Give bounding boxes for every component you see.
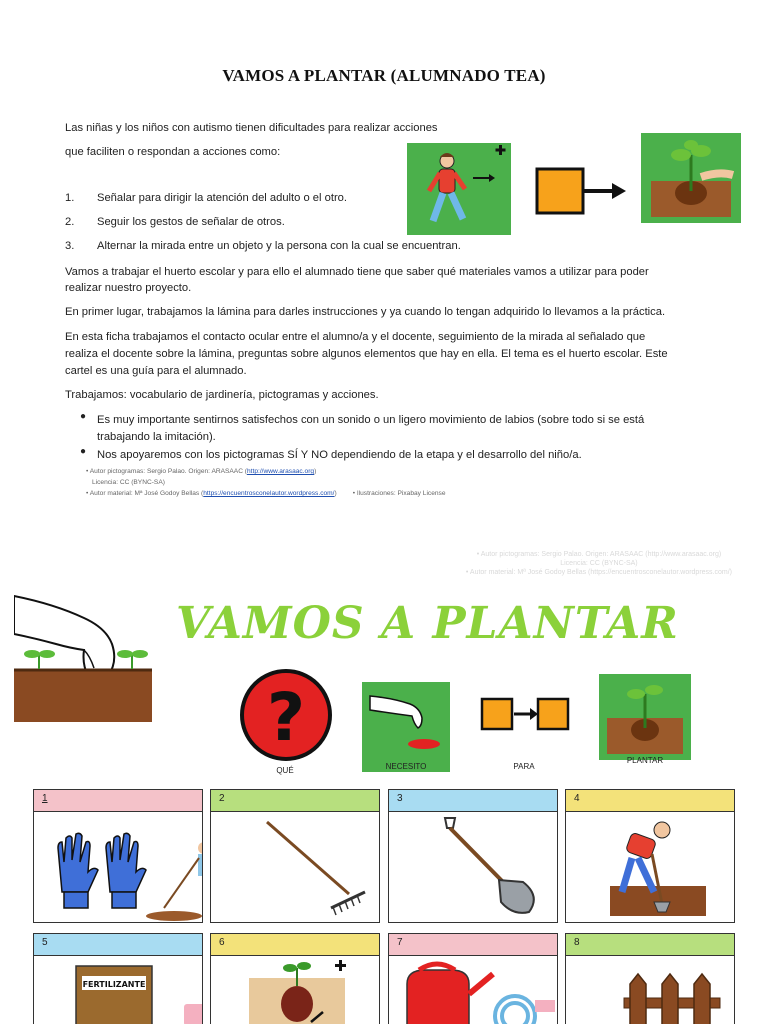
list-number: 2. <box>65 216 75 228</box>
rake-icon <box>211 812 379 922</box>
necesito-label: NECESITO <box>385 762 427 771</box>
question-icon <box>239 668 333 762</box>
plantar-pictogram <box>599 674 691 760</box>
card-number: 1 <box>34 790 202 812</box>
poster-title: VAMOS A PLANTAR <box>176 598 679 649</box>
intro-line-1: Las niñas y los niños con autismo tienen dificultades para realizar acciones <box>65 122 438 134</box>
arasaac-link[interactable]: http://www.arasaac.org <box>247 468 315 475</box>
plant-pictogram <box>641 133 741 223</box>
vocab-card[interactable] <box>210 789 380 923</box>
list-number: 1. <box>65 192 75 204</box>
vocab-card[interactable] <box>565 789 735 923</box>
vocab-card[interactable] <box>388 933 558 1024</box>
paragraph-4: Trabajamos: vocabulario de jardinería, pictogramas y acciones. <box>65 389 379 401</box>
bullet-text-2: Nos apoyaremos con los pictogramas SÍ Y NO dependiendo de la etapa y el desarrollo del niño/a. <box>97 449 582 461</box>
paragraph-3b: realiza el docente sobre la lámina, preguntas sobre algunos elementos que hay en ella. El tema es el huerto escolar. Este <box>65 348 668 360</box>
que-label: QUÉ <box>276 766 294 775</box>
card-number: 2 <box>211 790 379 812</box>
fertilizer-icon <box>34 956 202 1024</box>
card-number: 4 <box>566 790 734 812</box>
walk-to-pictogram <box>407 143 511 235</box>
card-number: 8 <box>566 934 734 956</box>
list-number: 3. <box>65 240 75 252</box>
credits-line-2: Licencia: CC (BYNC-SA) <box>92 479 165 486</box>
fertilizer-label: FERTILIZANTE <box>82 980 146 989</box>
bullet-dot: ● <box>80 446 87 457</box>
faded-credits: • Autor pictogramas: Sergio Palao. Origen: ARASAAC (http://www.arasaac.org) Licencia: CC (BYNC-SA) • Autor material: Mª José Godoy Bellas (https://encuentrosconelautor.wordpress.com/) <box>465 551 732 576</box>
blog-link[interactable]: https://encuentrosconelautor.wordpress.com/ <box>203 490 335 497</box>
card-number: 7 <box>389 934 557 956</box>
vocab-card[interactable] <box>33 933 203 1024</box>
vocab-card[interactable] <box>565 933 735 1024</box>
paragraph-1a: Vamos a trabajar el huerto escolar y para ello el alumnado tiene que saber qué materiales vamos a utilizar para poder <box>65 266 649 278</box>
bullet-dot: ● <box>80 411 87 422</box>
card-number: 6 <box>211 934 379 956</box>
para-label: PARA <box>513 762 535 771</box>
svg-text:?: ? <box>266 679 306 756</box>
watering-can-and-hose-icon <box>389 956 557 1024</box>
intro-line-2: que faciliten o respondan a acciones como: <box>65 146 281 158</box>
gloves-and-gardener-icon <box>34 812 202 922</box>
list-item: Seguir los gestos de señalar de otros. <box>97 216 285 228</box>
digging-person-icon <box>566 812 734 922</box>
card-number: 3 <box>389 790 557 812</box>
hand-sowing-illustration <box>14 592 154 724</box>
plantar-label: PLANTAR <box>626 756 664 765</box>
vocab-card[interactable] <box>210 933 380 1024</box>
bullet-text-1a: Es muy importante sentirnos satisfechos con un sonido o un ligero movimiento de labios (sobre todo si se está <box>97 414 645 426</box>
card-number: 5 <box>34 934 202 956</box>
bullet-text-1b: trabajando la imitación). <box>97 431 216 443</box>
para-arrow-icon <box>480 697 572 733</box>
need-pictogram <box>362 682 450 772</box>
vocab-card[interactable] <box>388 789 558 923</box>
credits-line-1: • Autor pictogramas: Sergio Palao. Origen: ARASAAC (http://www.arasaac.org) <box>86 468 317 475</box>
paragraph-3a: En esta ficha trabajamos el contacto ocular entre el alumno/a y el docente, seguimiento de la mirada al señalado que <box>65 331 646 343</box>
then-arrow-pictogram <box>534 166 630 216</box>
paragraph-2: En primer lugar, trabajamos la lámina para darles instrucciones y ya cuando lo tengan adquirido lo llevamos a la práctica. <box>65 306 666 318</box>
paragraph-3c: cartel es una guía para el alumnado. <box>65 365 247 377</box>
document-title: VAMOS A PLANTAR (ALUMNADO TEA) <box>222 66 546 85</box>
seed-sprouting-icon <box>211 956 379 1024</box>
list-item: Alternar la mirada entre un objeto y la persona con la cual se encuentran. <box>97 240 461 252</box>
vocab-card[interactable] <box>33 789 203 923</box>
shovel-icon <box>389 812 557 922</box>
fence-icon <box>566 956 734 1024</box>
list-item: Señalar para dirigir la atención del adulto o el otro. <box>97 192 348 204</box>
credits-line-3: • Autor material: Mª José Godoy Bellas (https://encuentrosconelautor.wordpress.com/) • Ilustraciones: Pixabay License <box>86 490 446 497</box>
paragraph-1b: realizar nuestro proyecto. <box>65 282 192 294</box>
